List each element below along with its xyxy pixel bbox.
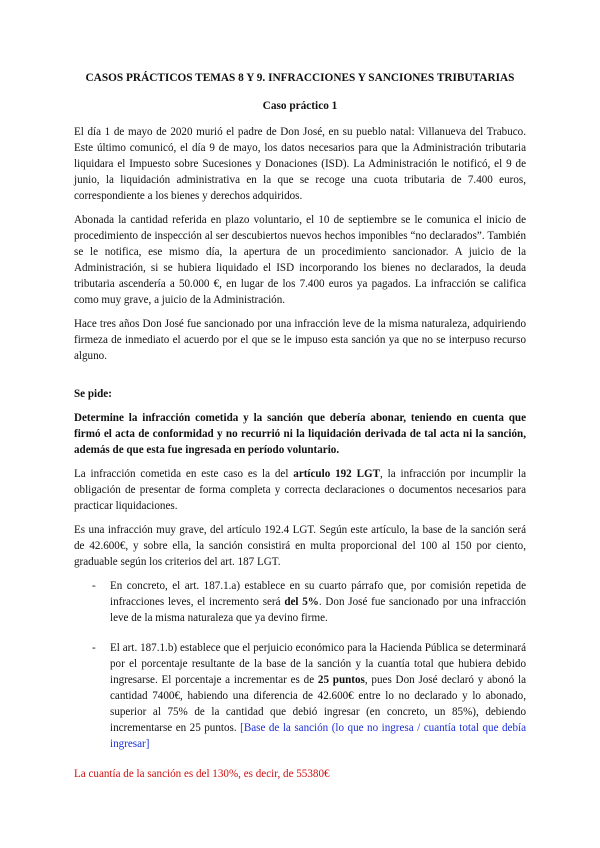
criteria-list <box>74 578 526 752</box>
document-body <box>74 70 526 790</box>
bullet-2-note: [Base de la sanción (lo que no ingresa / cuantía total que debía ingresar] <box>110 722 527 750</box>
case-subtitle: Caso práctico 1 <box>262 100 338 112</box>
bullet-2-text-c: , pues Don José declaró y abonó la cantidad 7400€, habiendo una diferencia de 42.600€ entre lo no declarado y lo abonado, superior al 75% de la cantidad que debió ingresar (en concreto, un 85%), debiendo incrementarse en 25 puntos. <box>110 674 527 734</box>
answer-paragraph-2: Es una infracción muy grave, del artículo 192.4 LGT. Según este artículo, la base de la sanción será de 42.600€, y sobre ella, la sanción consistirá en multa proporcional del 100 al 150 por ciento, graduable según los criterios del art. 187 LGT. <box>74 524 526 568</box>
paragraph-1: El día 1 de mayo de 2020 murió el padre de Don José, en su pueblo natal: Villanueva del Trabuco. Este último comunicó, el día 9 de mayo, los datos necesarios para que la Administración tributaria liquidara el Impuesto sobre Sucesiones y Donaciones (ISD). La Administración le notificó, el 9 de junio, la liquidación administrativa en la que se recoge una cuota tributaria de 7.400 euros, correspondiente a los bienes y derechos adquiridos. <box>74 126 526 202</box>
list-item <box>74 578 526 626</box>
answer-1-text-a: La infracción cometida en este caso es la del <box>74 468 294 480</box>
bullet-1-text-c: . Don José fue sancionado por una infracción leve de la misma naturaleza que ya devino firme. <box>110 596 526 624</box>
document-title: CASOS PRÁCTICOS TEMAS 8 Y 9. INFRACCIONES Y SANCIONES TRIBUTARIAS <box>85 72 515 84</box>
bullet-2-text-a: El art. 187.1.b) establece que el perjuicio económico para la Hacienda Pública se determinará por el porcentaje resultante de la base de la sanción y la cuantía total que hubiera debido ingresarse. El porcentaje a incrementar es de <box>110 642 526 686</box>
paragraph-2: Abonada la cantidad referida en plazo voluntario, el 10 de septiembre se le comunica el inicio de procedimiento de inspección al ser descubiertos nuevos hechos imponibles “no declarados”. También se le notifica, ese mismo día, la apertura de un procedimiento sancionador. A juicio de la Administración, si se hubiera liquidado el ISD incorporando los bienes no declarados, la deuda tributaria ascendería a 50.000 €, en lugar de los 7.400 euros ya pagados. La infracción se califica como muy grave, a juicio de la Administración. <box>74 214 526 306</box>
list-dash: - <box>92 642 96 654</box>
answer-1-article: artículo 192 LGT <box>293 468 381 480</box>
bullet-1-text-a: En concreto, el art. 187.1.a) establece en su cuarto párrafo que, por comisión repetida de infracciones leves, el incremento será <box>110 580 526 608</box>
conclusion-text: La cuantía de la sanción es del 130%, es decir, de 55380€ <box>74 768 330 780</box>
paragraph-3: Hace tres años Don José fue sancionado por una infracción leve de la misma naturaleza, adquiriendo firmeza de inmediato el acuerdo por el que se le impuso esta sanción ya que no se interpuso recurso alguno. <box>74 318 526 362</box>
list-dash: - <box>92 580 96 592</box>
answer-1-text-c: , la infracción por incumplir la obligación de presentar de forma completa y correcta declaraciones o documentos necesarios para practicar liquidaciones. <box>74 468 526 512</box>
question-text: Determine la infracción cometida y la sanción que debería abonar, teniendo en cuenta que firmó el acta de conformidad y no recurrió ni la liquidación derivada de tal acta ni la sanción, además de que esta fue ingresada en período voluntario. <box>74 412 526 456</box>
answer-paragraph-1 <box>74 466 526 514</box>
list-item <box>74 640 526 752</box>
bullet-2-bold: 25 puntos <box>317 674 365 686</box>
bullet-1-bold: del 5% <box>284 596 319 608</box>
se-pide-heading: Se pide: <box>74 388 112 400</box>
